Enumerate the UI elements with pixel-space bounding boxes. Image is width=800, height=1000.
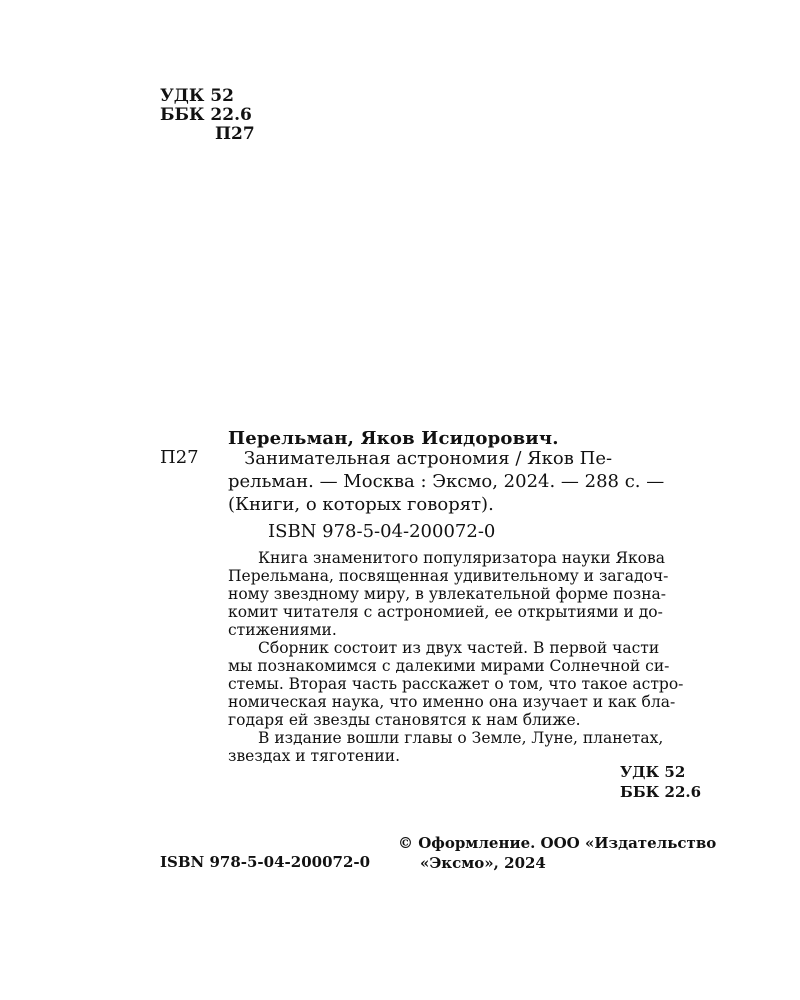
annotation-line: номическая наука, что именно она изучает и как бла-: [228, 693, 676, 711]
annotation-line: стемы. Вторая часть расскажет о том, что такое астро-: [228, 675, 684, 693]
top-classification-block: [160, 87, 255, 144]
bbk-code-bottom: ББК 22.6: [620, 783, 702, 801]
cutter-code-record: П27: [160, 447, 199, 468]
biblio-line: рельман. — Москва : Эксмо, 2024. — 288 с. —: [228, 471, 665, 492]
copyright-line: «Эксмо», 2024: [420, 854, 546, 872]
copyright-notice: [398, 833, 716, 873]
isbn-footer: ISBN 978-5-04-200072-0: [160, 853, 371, 871]
cutter-code-top: П27: [215, 124, 255, 144]
annotation-line: годаря ей звезды становятся к нам ближе.: [228, 711, 581, 729]
annotation-line: комит читателя с астрономией, ее открытиями и до-: [228, 603, 663, 621]
annotation-line: Сборник состоит из двух частей. В первой части: [258, 639, 660, 657]
bottom-classification-block: [620, 762, 701, 802]
annotation-line: Книга знаменитого популяризатора науки Якова: [258, 549, 665, 567]
annotation-line: В издание вошли главы о Земле, Луне, планетах,: [258, 729, 664, 747]
annotation-line: Перельмана, посвященная удивительному и загадоч-: [228, 567, 669, 585]
annotation-line: стижениями.: [228, 621, 337, 639]
bbk-code-top: ББК 22.6: [160, 105, 252, 125]
annotation-line: ному звездному миру, в увлекательной форме позна-: [228, 585, 667, 603]
annotation: [228, 549, 706, 765]
udk-code-top: УДК 52: [160, 86, 234, 106]
bibliographic-description: [228, 447, 706, 516]
author-heading: Перельман, Яков Исидорович.: [228, 428, 559, 449]
biblio-line: (Книги, о которых говорят).: [228, 494, 494, 515]
biblio-line: Занимательная астрономия / Яков Пе-: [244, 448, 613, 469]
udk-code-bottom: УДК 52: [620, 763, 686, 781]
annotation-line: звездах и тяготении.: [228, 747, 400, 765]
copyright-line: © Оформление. ООО «Издательство: [398, 834, 717, 852]
annotation-line: мы познакомимся с далекими мирами Солнечной си-: [228, 657, 670, 675]
isbn-record: ISBN 978-5-04-200072-0: [268, 521, 496, 542]
